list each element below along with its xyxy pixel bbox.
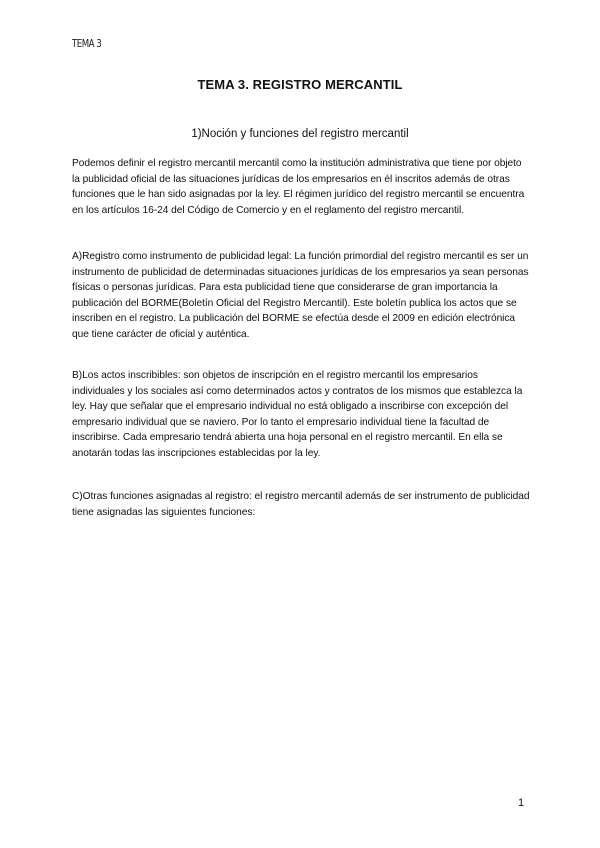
- paragraph-publicidad-legal: A)Registro como instrumento de publicidad legal: La función primordial del registro mercantil es ser un instrumento de publicidad de determinadas situaciones jurídicas de los empresarios ya sean personas físicas o personas jurídicas. Para esta publicidad tiene que considerarse de gran importancia la publicación del BORME(Boletín Oficial del Registro Mercantil). Este boletín publica los actos que se inscriben en el registro. La publicación del BORME se efectúa desde el 2009 en edición electrónica que tiene carácter de oficial y auténtica.: [72, 251, 529, 340]
- paragraph-otras-funciones: C)Otras funciones asignadas al registro: el registro mercantil además de ser instrumento de publicidad tiene asignadas las siguientes funciones:: [72, 491, 530, 518]
- document-title: TEMA 3. REGISTRO MERCANTIL: [197, 77, 403, 92]
- paragraph-actos-inscribibles: B)Los actos inscribibles: son objetos de inscripción en el registro mercantil los empresarios individuales y los sociales así como determinados actos y contratos de los mismos que establezca la ley. Hay que señalar que el empresario individual no está obligado a inscribirse con excepción del empresario individual que se naviero. Por lo tanto el empresario individual tiene la facultad de inscribirse. Cada empresario tendrá abierta una hoja personal en el registro mercantil. En ella se anotarán todas las inscripciones establecidas por la ley.: [72, 370, 523, 459]
- section-title: 1)Noción y funciones del registro mercantil: [191, 128, 409, 140]
- running-header: TEMA 3: [72, 37, 102, 50]
- paragraph-definition: Podemos definir el registro mercantil mercantil como la institución administrativa que tiene por objeto la publicidad oficial de las situaciones jurídicas de los empresarios en él inscritos además de otras funciones que le han sido asignadas por la ley. El régimen jurídico del registro mercantil se encuentra en los artículos 16-24 del Código de Comercio y en el reglamento del registro mercantil.: [72, 158, 525, 216]
- page-number: 1: [518, 797, 525, 809]
